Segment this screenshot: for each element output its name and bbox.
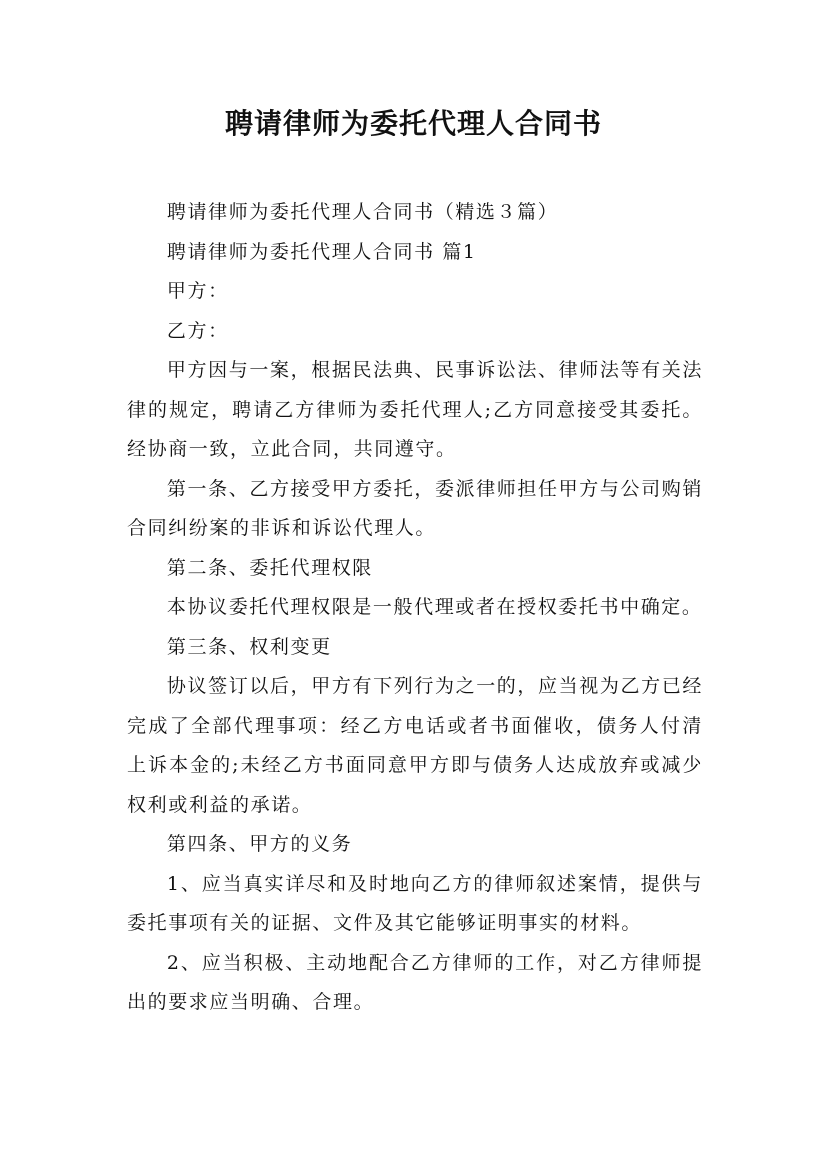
paragraph-article-4-heading: 第四条、甲方的义务	[166, 833, 353, 855]
paragraph-article-1: 第一条、乙方接受甲方委托，委派律师担任甲方与公司购销合同纠纷案的非诉和诉讼代理人。	[127, 477, 703, 539]
document-title: 聘请律师为委托代理人合同书	[224, 107, 602, 140]
paragraph-article-2-heading: 第二条、委托代理权限	[166, 556, 373, 579]
paragraph-article-3-body: 协议签订以后，甲方有下列行为之一的，应当视为乙方已经完成了全部代理事项：经乙方电话或者书面催收，债务人付清上诉本金的;未经乙方书面同意甲方即与债务人达成放弃或减少权利或利益的承诺。	[127, 675, 703, 816]
paragraph-article-2-body: 本协议委托代理权限是一般代理或者在授权委托书中确定。	[166, 596, 703, 618]
paragraph-article-4-item-1: 1、应当真实详尽和及时地向乙方的律师叙述案情，提供与委托事项有关的证据、文件及其它能够证明事实的材料。	[127, 872, 703, 934]
paragraph-subtitle: 聘请律师为委托代理人合同书（精选３篇）	[166, 201, 559, 223]
paragraph-section-heading: 聘请律师为委托代理人合同书 篇1	[166, 240, 477, 263]
paragraph-article-4-item-2: 2、应当积极、主动地配合乙方律师的工作，对乙方律师提出的要求应当明确、合理。	[127, 951, 703, 1013]
paragraph-party-b: 乙方：	[166, 319, 229, 342]
paragraph-party-a: 甲方：	[166, 280, 229, 302]
document-body	[127, 193, 703, 1023]
paragraph-preamble: 甲方因与一案，根据民法典、民事诉讼法、律师法等有关法律的规定，聘请乙方律师为委托代理人;乙方同意接受其委托。经协商一致，立此合同，共同遵守。	[127, 359, 703, 460]
paragraph-article-3-heading: 第三条、权利变更	[166, 635, 332, 658]
